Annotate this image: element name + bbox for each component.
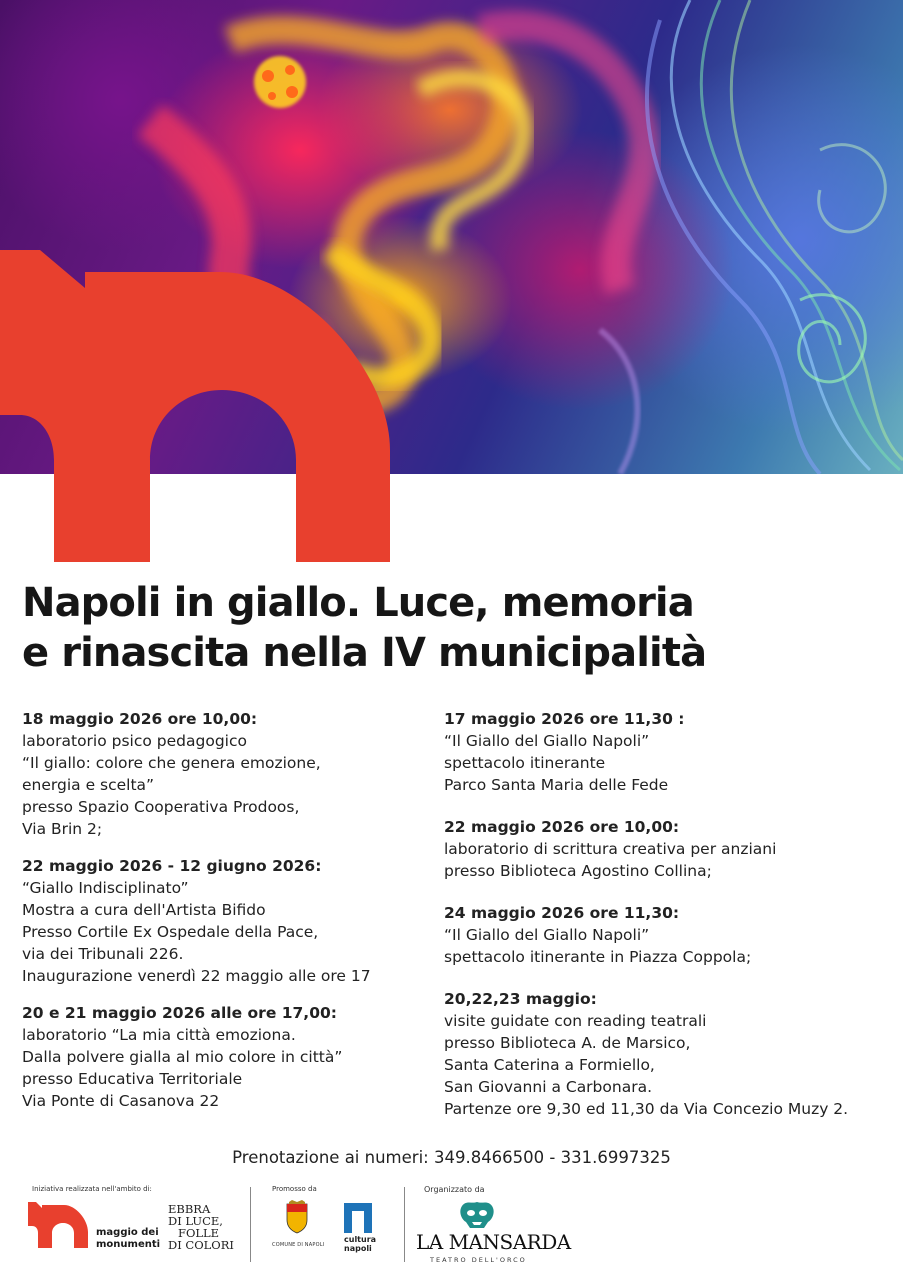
- event-line: Via Ponte di Casanova 22: [22, 1092, 220, 1110]
- maggio-dei-monumenti-logo: [96, 1227, 160, 1251]
- event-date: 18 maggio 2026 ore 10,00:: [22, 710, 258, 728]
- event-date: 22 maggio 2026 - 12 giugno 2026:: [22, 857, 322, 875]
- event-item: [22, 855, 432, 987]
- event-item: [444, 902, 894, 968]
- title-line-1: Napoli in giallo. Luce, memoria: [22, 580, 694, 626]
- events-right-column: [444, 708, 894, 1140]
- ebbra-logo-line: DI COLORI: [168, 1238, 234, 1252]
- maggio-logo-line: monumenti: [96, 1239, 161, 1250]
- footer-divider: [250, 1187, 251, 1262]
- ebbra-di-luce-logo: [168, 1203, 234, 1251]
- event-date: 17 maggio 2026 ore 11,30 :: [444, 710, 685, 728]
- event-line: Presso Cortile Ex Ospedale della Pace,: [22, 923, 319, 941]
- organized-caption: Organizzato da: [424, 1185, 485, 1194]
- event-line: San Giovanni a Carbonara.: [444, 1078, 653, 1096]
- event-line: visite guidate con reading teatrali: [444, 1012, 707, 1030]
- event-line: “Il Giallo del Giallo Napoli”: [444, 732, 650, 750]
- la-mansarda-subtitle: TEATRO DELL'ORCO: [430, 1256, 527, 1264]
- events-left-column: [22, 708, 432, 1127]
- event-line: energia e scelta”: [22, 776, 155, 794]
- event-line: Inaugurazione venerdì 22 maggio alle ore 17: [22, 967, 371, 985]
- event-line: “Il Giallo del Giallo Napoli”: [444, 926, 650, 944]
- event-date: 24 maggio 2026 ore 11,30:: [444, 904, 680, 922]
- cultura-napoli-logo: [344, 1235, 376, 1253]
- footer-divider: [404, 1187, 405, 1262]
- event-line: “Giallo Indisciplinato”: [22, 879, 189, 897]
- comune-di-napoli-label: COMUNE DI NAPOLI: [272, 1242, 325, 1248]
- event-line: laboratorio di scrittura creativa per anziani: [444, 840, 777, 858]
- initiative-caption: Iniziativa realizzata nell'ambito di:: [32, 1185, 152, 1193]
- promoted-caption: Promosso da: [272, 1185, 317, 1193]
- event-date: 22 maggio 2026 ore 10,00:: [444, 818, 680, 836]
- maggio-logo-line: maggio dei: [96, 1227, 159, 1238]
- event-line: laboratorio psico pedagogico: [22, 732, 247, 750]
- event-line: presso Spazio Cooperativa Prodoos,: [22, 798, 300, 816]
- ebbra-logo-line: DI LUCE,: [168, 1214, 223, 1228]
- event-line: spettacolo itinerante in Piazza Coppola;: [444, 948, 752, 966]
- event-line: laboratorio “La mia città emoziona.: [22, 1026, 296, 1044]
- event-date: 20,22,23 maggio:: [444, 990, 597, 1008]
- event-line: Santa Caterina a Formiello,: [444, 1056, 655, 1074]
- maggio-dei-monumenti-m-mark: [0, 250, 400, 562]
- maggio-dei-monumenti-logo-icon: [28, 1202, 90, 1248]
- la-mansarda-mask-icon: [458, 1200, 496, 1230]
- event-line: presso Educativa Territoriale: [22, 1070, 243, 1088]
- page-title: [22, 578, 892, 678]
- event-item: [22, 1002, 432, 1112]
- cultura-logo-line: napoli: [344, 1244, 372, 1253]
- event-line: presso Biblioteca Agostino Collina;: [444, 862, 712, 880]
- cultura-logo-line: cultura: [344, 1235, 377, 1244]
- booking-phone-numbers: Prenotazione ai numeri: 349.8466500 - 331.6997325: [232, 1148, 671, 1167]
- ebbra-logo-line: FOLLE: [178, 1226, 220, 1240]
- event-line: Parco Santa Maria delle Fede: [444, 776, 669, 794]
- event-line: Mostra a cura dell'Artista Bifido: [22, 901, 266, 919]
- comune-di-napoli-crest-icon: [284, 1200, 310, 1234]
- la-mansarda-name: LA MANSARDA: [416, 1230, 571, 1254]
- event-line: “Il giallo: colore che genera emozione,: [22, 754, 321, 772]
- event-line: Dalla polvere gialla al mio colore in città”: [22, 1048, 343, 1066]
- event-line: via dei Tribunali 226.: [22, 945, 184, 963]
- event-item: [444, 708, 894, 796]
- event-line: Partenze ore 9,30 ed 11,30 da Via Concezio Muzy 2.: [444, 1100, 849, 1118]
- event-line: presso Biblioteca A. de Marsico,: [444, 1034, 691, 1052]
- title-line-2: e rinascita nella IV municipalità: [22, 630, 707, 676]
- event-date: 20 e 21 maggio 2026 alle ore 17,00:: [22, 1004, 337, 1022]
- ebbra-logo-line: EBBRA: [168, 1202, 211, 1216]
- event-line: spettacolo itinerante: [444, 754, 606, 772]
- event-item: [444, 816, 894, 882]
- event-item: [22, 708, 432, 840]
- event-line: Via Brin 2;: [22, 820, 103, 838]
- event-item: [444, 988, 894, 1120]
- cultura-napoli-logo-icon: [342, 1201, 374, 1233]
